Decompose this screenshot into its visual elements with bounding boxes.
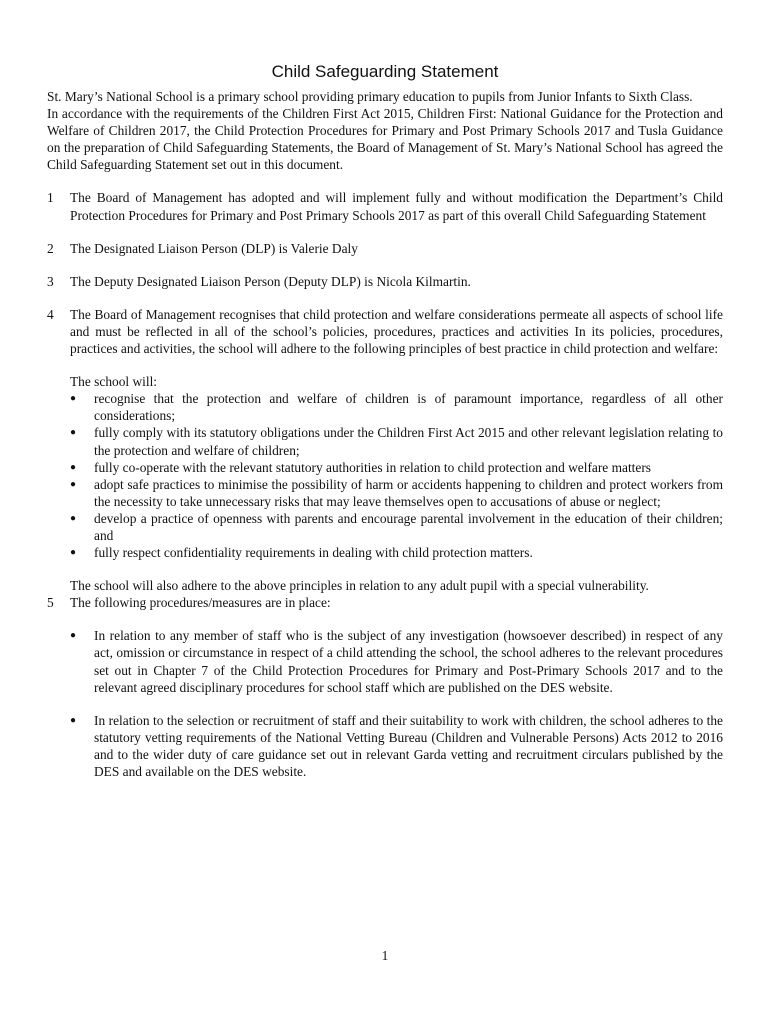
list-item: ● In relation to the selection or recruitment of staff and their suitability to work with children, the school adheres to the statutory vetting requirements of the National Vetting Bureau (Children and Vulnerable Persons) Acts 2012 to 2016 and to the wider duty of care guidance set out in relevant Garda vetting and recruitment circulars published by the DES and available on the DES website. [70, 712, 723, 779]
numbered-item-3 [47, 273, 723, 290]
bullet-icon: ● [70, 714, 77, 726]
school-will-list [47, 390, 723, 561]
item-text: The following procedures/measures are in place: [70, 595, 331, 611]
list-item: ● adopt safe practices to minimise the possibility of harm or accidents happening to children and protect workers from the necessity to take unnecessary risks that may leave themselves open to accusations of abuse or neglect; [70, 476, 723, 509]
item-text: The Board of Management has adopted and will implement fully and without modification the Department’s Child Protection Procedures for Primary and Post Primary Schools 2017 as part of this overall Child Safeguarding Statement [70, 190, 723, 223]
intro-paragraph-2: In accordance with the requirements of the Children First Act 2015, Children First: National Guidance for the Protection and Welfare of Children 2017, the Child Protection Procedures for Primary and Post Primary Schools 2017 and Tusla Guidance on the preparation of Child Safeguarding Statements, the Board of Management of St. Mary’s National School has agreed the Child Safeguarding Statement set out in this document. [47, 106, 723, 173]
list-item: ● In relation to any member of staff who is the subject of any investigation (howsoever described) in respect of any act, omission or circumstance in respect of a child attending the school, the school adheres to the relevant procedures set out in Chapter 7 of the Child Protection Procedures for Primary and Post-Primary Schools 2017 and to the relevant agreed disciplinary procedures for school staff which are published on the DES website. [70, 628, 723, 695]
list-item: ● fully respect confidentiality requirements in dealing with child protection matters. [70, 545, 533, 561]
item-number: 1 [47, 190, 54, 206]
list-item: ● recognise that the protection and welfare of children is of paramount importance, regardless of all other considerations; [70, 391, 723, 424]
bullet-icon: ● [70, 630, 77, 642]
numbered-item-1 [47, 189, 723, 223]
item-number: 2 [47, 240, 54, 256]
page-number: 1 [381, 948, 389, 963]
list-item: ● develop a practice of openness with parents and encourage parental involvement in the education of their children; and [70, 510, 723, 543]
document-title: Child Safeguarding Statement [271, 62, 499, 81]
item-number: 4 [47, 306, 54, 322]
bullet-icon: ● [70, 427, 77, 439]
bullet-icon: ● [70, 461, 77, 473]
item-number: 5 [47, 595, 54, 611]
bullet-icon: ● [70, 547, 77, 559]
document-page [47, 62, 723, 780]
list-item: ● fully co-operate with the relevant statutory authorities in relation to child protection and welfare matters [70, 459, 652, 475]
item-text: The Designated Liaison Person (DLP) is Valerie Daly [70, 240, 358, 256]
bullet-icon: ● [70, 478, 77, 490]
procedures-list-2 [47, 712, 723, 780]
school-will-heading: The school will: [70, 374, 158, 390]
item-text: The Board of Management recognises that child protection and welfare considerations permeate all aspects of school life and must be reflected in all of the school’s policies, procedures, practices and activities In its policies, procedures, practices and activities, the school will adhere to the following principles of best practice in child protection and welfare: [70, 306, 723, 357]
intro-section [47, 88, 723, 173]
item-number: 3 [47, 273, 54, 289]
item-text: The Deputy Designated Liaison Person (Deputy DLP) is Nicola Kilmartin. [70, 273, 471, 289]
procedures-list [47, 627, 723, 695]
list-item: ● fully comply with its statutory obligations under the Children First Act 2015 and other relevant legislation relating to the protection and welfare of children; [70, 425, 723, 458]
bullet-icon: ● [70, 512, 77, 524]
bullet-icon: ● [70, 393, 77, 405]
numbered-item-4 [47, 306, 723, 390]
intro-paragraph-1: St. Mary’s National School is a primary school providing primary education to pupils from Junior Infants to Sixth Class. [47, 89, 693, 104]
adult-pupil-note: The school will also adhere to the above principles in relation to any adult pupil with a special vulnerability. [70, 578, 649, 594]
numbered-item-2 [47, 240, 723, 257]
numbered-item-5 [47, 594, 723, 611]
